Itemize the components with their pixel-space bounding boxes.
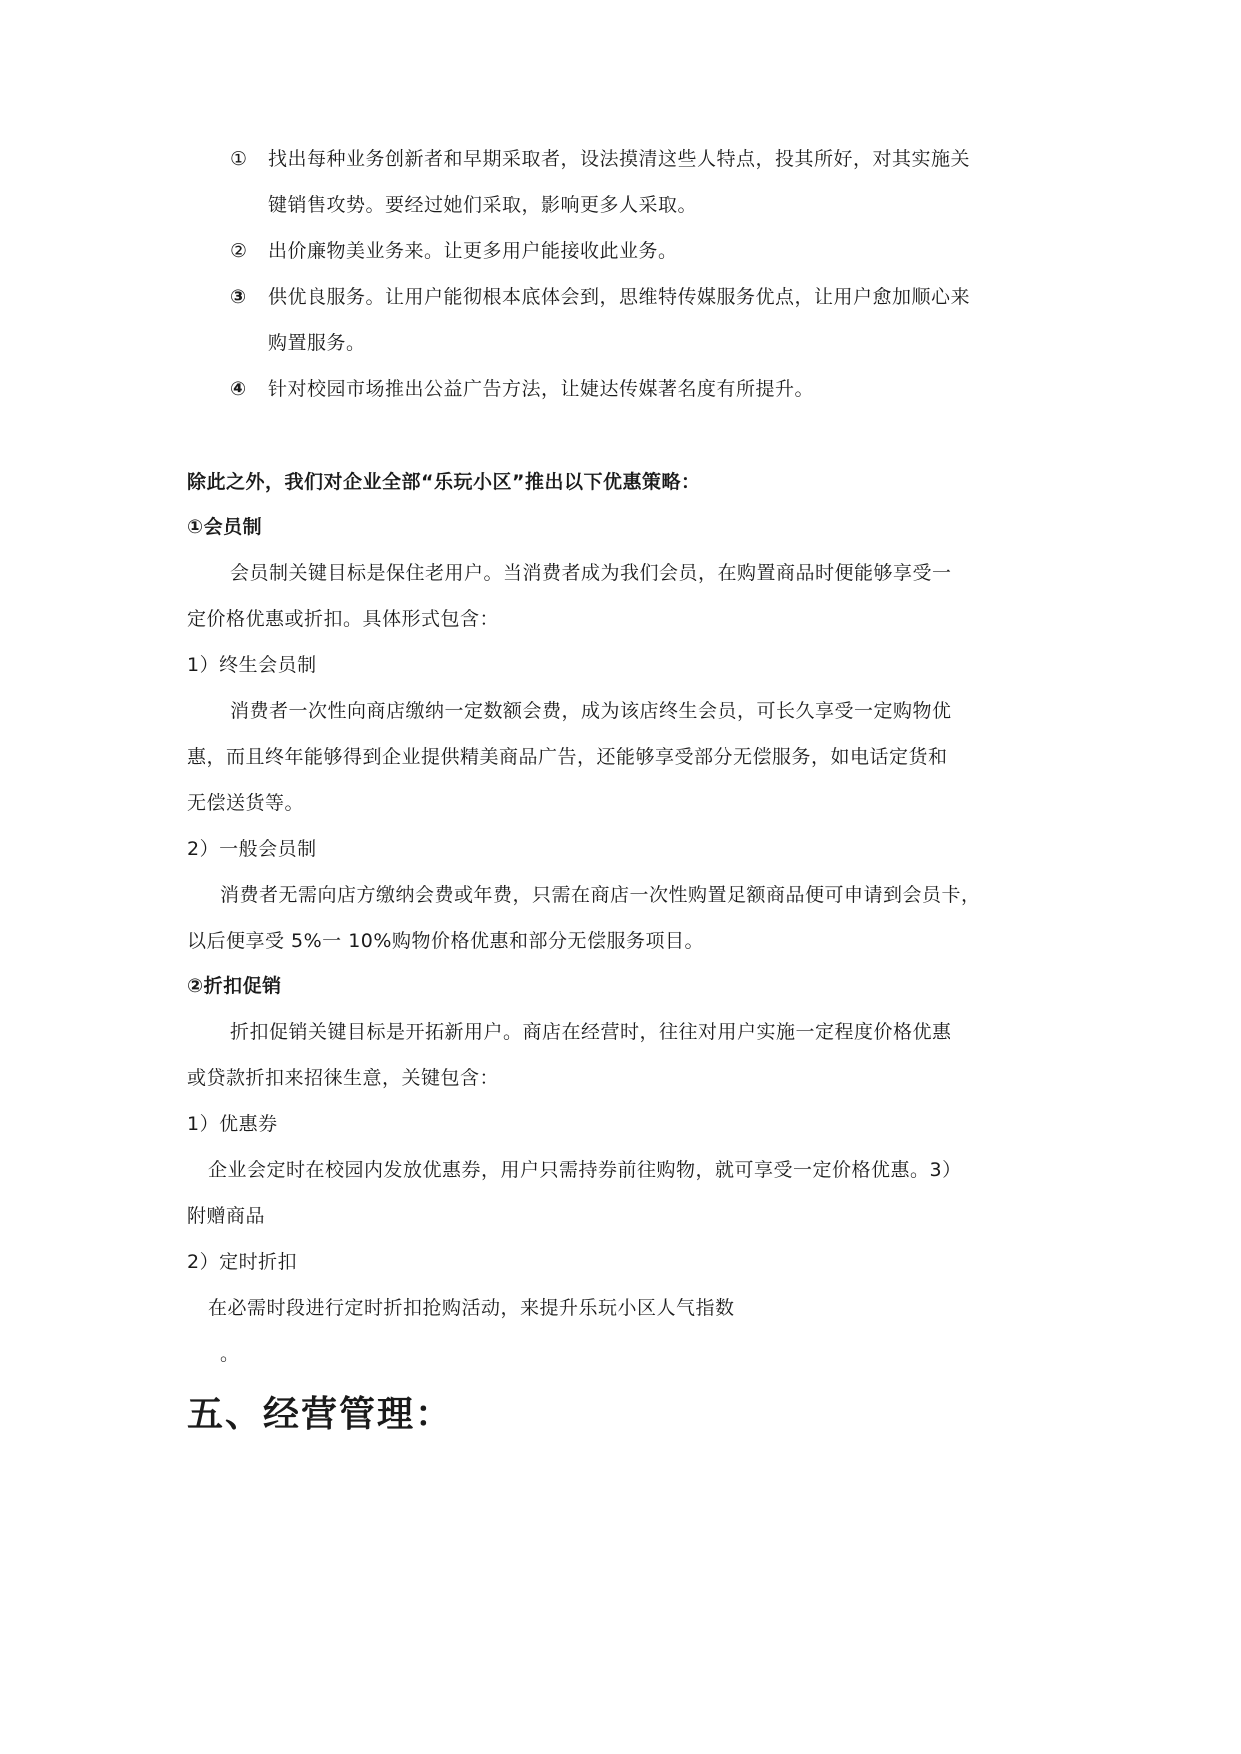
list-marker-1: ① bbox=[230, 148, 248, 170]
list-item-3-line-1: 供优良服务。让用户能彻根本底体会到，思维特传媒服务优点，让用户愈加顺心来 bbox=[268, 286, 971, 308]
timed-discount-title: 2）定时折扣 bbox=[187, 1251, 298, 1273]
list-item-4-line-1: 针对校园市场推出公益广告方法，让婕达传媒著名度有所提升。 bbox=[268, 378, 815, 400]
general-membership-title: 2）一般会员制 bbox=[187, 838, 317, 860]
list-item-2-line-1: 出价廉物美业务来。让更多用户能接收此业务。 bbox=[268, 240, 678, 262]
list-item-1-line-1: 找出每种业务创新者和早期采取者，设法摸清这些人特点，投其所好，对其实施关 bbox=[268, 148, 971, 170]
timed-discount-line-1: 在必需时段进行定时折扣抢购活动，来提升乐玩小区人气指数 bbox=[208, 1297, 735, 1319]
discount-para-line-1: 折扣促销关键目标是开拓新用户。商店在经营时，往往对用户实施一定程度价格优惠 bbox=[230, 1021, 952, 1043]
discount-para-line-2: 或贷款折扣来招徕生意，关键包含： bbox=[187, 1067, 500, 1089]
lifetime-membership-line-1: 消费者一次性向商店缴纳一定数额会费，成为该店终生会员，可长久享受一定购物优 bbox=[230, 700, 952, 722]
membership-para-line-1: 会员制关键目标是保住老用户。当消费者成为我们会员，在购置商品时便能够享受一 bbox=[230, 562, 952, 584]
section-heading: 五、经营管理： bbox=[187, 1393, 454, 1435]
intro-statement: 除此之外，我们对企业全部“乐玩小区”推出以下优惠策略： bbox=[187, 471, 701, 493]
coupon-line-2: 附赠商品 bbox=[187, 1205, 266, 1227]
membership-title: ①会员制 bbox=[187, 516, 263, 538]
discount-title: ②折扣促销 bbox=[187, 975, 282, 997]
list-marker-3: ③ bbox=[230, 286, 247, 308]
list-marker-2: ② bbox=[230, 240, 248, 262]
lifetime-membership-title: 1）终生会员制 bbox=[187, 654, 317, 676]
list-item-1-line-2: 键销售攻势。要经过她们采取，影响更多人采取。 bbox=[268, 194, 698, 216]
timed-discount-line-2: 。 bbox=[220, 1343, 240, 1365]
general-membership-line-2: 以后便享受 5%一 10%购物价格优惠和部分无偿服务项目。 bbox=[187, 930, 704, 952]
general-membership-line-1: 消费者无需向店方缴纳会费或年费，只需在商店一次性购置足额商品便可申请到会员卡， bbox=[220, 884, 981, 906]
lifetime-membership-line-2: 惠，而且终年能够得到企业提供精美商品广告，还能够享受部分无偿服务，如电话定货和 bbox=[187, 746, 948, 768]
coupon-title: 1）优惠券 bbox=[187, 1113, 278, 1135]
list-marker-4: ④ bbox=[230, 378, 247, 400]
lifetime-membership-line-3: 无偿送货等。 bbox=[187, 792, 305, 814]
coupon-line-1: 企业会定时在校园内发放优惠券，用户只需持券前往购物，就可享受一定价格优惠。3） bbox=[208, 1159, 962, 1181]
list-item-3-line-2: 购置服务。 bbox=[268, 332, 366, 354]
membership-para-line-2: 定价格优惠或折扣。具体形式包含： bbox=[187, 608, 500, 630]
